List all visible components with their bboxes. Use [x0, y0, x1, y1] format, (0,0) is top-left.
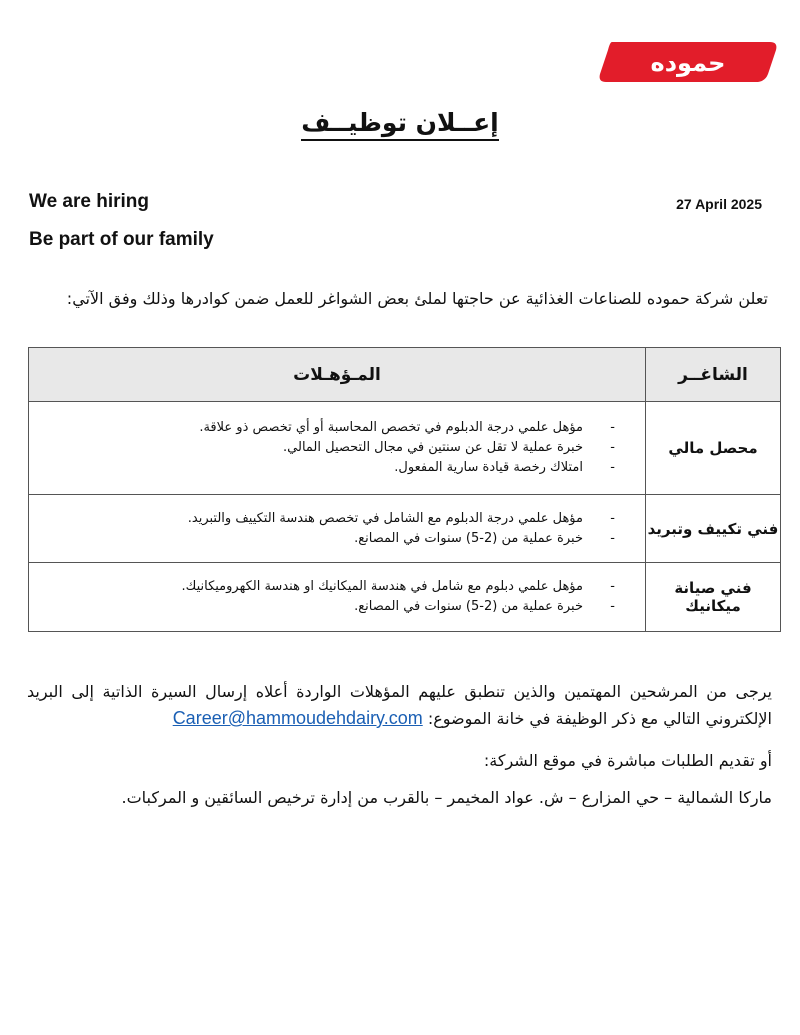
- table-row: [29, 563, 781, 632]
- position-header: الشاغــر: [646, 348, 781, 402]
- vacancies-table: [28, 347, 781, 632]
- qualifications-list: [39, 509, 621, 549]
- list-item: - خبرة عملية من (2-5) سنوات في المصانع.: [39, 597, 621, 617]
- company-address: ماركا الشمالية – حي المزارع – ش. عواد المخيمر – بالقرب من إدارة ترخيص السائقين و المركبات.: [121, 788, 772, 807]
- qualifications-list: [39, 418, 621, 478]
- list-item: - خبرة عملية لا تقل عن سنتين في مجال التحصيل المالي.: [39, 438, 621, 458]
- application-instructions: [27, 678, 772, 732]
- position-name: محصل مالي: [646, 402, 781, 495]
- qualifications-list: [39, 577, 621, 617]
- logo-text: حموده: [650, 49, 726, 77]
- hiring-heading: We are hiring: [29, 191, 150, 212]
- table-row: [29, 402, 781, 495]
- list-item: - امتلاك رخصة قيادة سارية المفعول.: [39, 458, 621, 478]
- company-logo: [598, 42, 778, 82]
- qualifications-header: المـؤهـلات: [29, 348, 646, 402]
- career-email-link[interactable]: Career@hammoudehdairy.com: [172, 708, 423, 728]
- list-item: - خبرة عملية من (2-5) سنوات في المصانع.: [39, 529, 621, 549]
- list-item: - مؤهل علمي درجة الدبلوم في تخصص المحاسبة أو أي تخصص ذو علاقة.: [39, 418, 621, 438]
- list-item: - مؤهل علمي درجة الدبلوم مع الشامل في تخصص هندسة التكييف والتبريد.: [39, 509, 621, 529]
- qualifications-cell: [29, 563, 646, 632]
- list-item: - مؤهل علمي دبلوم مع شامل في هندسة الميكانيك او هندسة الكهروميكانيك.: [39, 577, 621, 597]
- qualifications-cell: [29, 402, 646, 495]
- in-person-note: أو تقديم الطلبات مباشرة في موقع الشركة:: [483, 751, 772, 770]
- intro-paragraph: تعلن شركة حموده للصناعات الغذائية عن حاجتها لملئ بعض الشواغر للعمل ضمن كوادرها وذلك وفق الآتي:: [66, 289, 768, 308]
- page-title: إعــلان توظيــف: [250, 108, 550, 137]
- qualifications-cell: [29, 495, 646, 563]
- position-name: فني تكييف وتبريد: [646, 495, 781, 563]
- position-name: فني صيانة ميكانيك: [646, 563, 781, 632]
- application-text: يرجى من المرشحين المهتمين والذين تنطبق عليهم المؤهلات الواردة أعلاه إرسال السيرة الذاتية إلى البريد الإلكتروني التالي مع ذكر الوظيفة في خانة الموضوع:: [27, 682, 772, 728]
- table-row: [29, 495, 781, 563]
- table-header-row: [29, 348, 781, 402]
- announcement-date: 27 April 2025: [676, 196, 762, 212]
- family-subheading: Be part of our family: [29, 229, 214, 250]
